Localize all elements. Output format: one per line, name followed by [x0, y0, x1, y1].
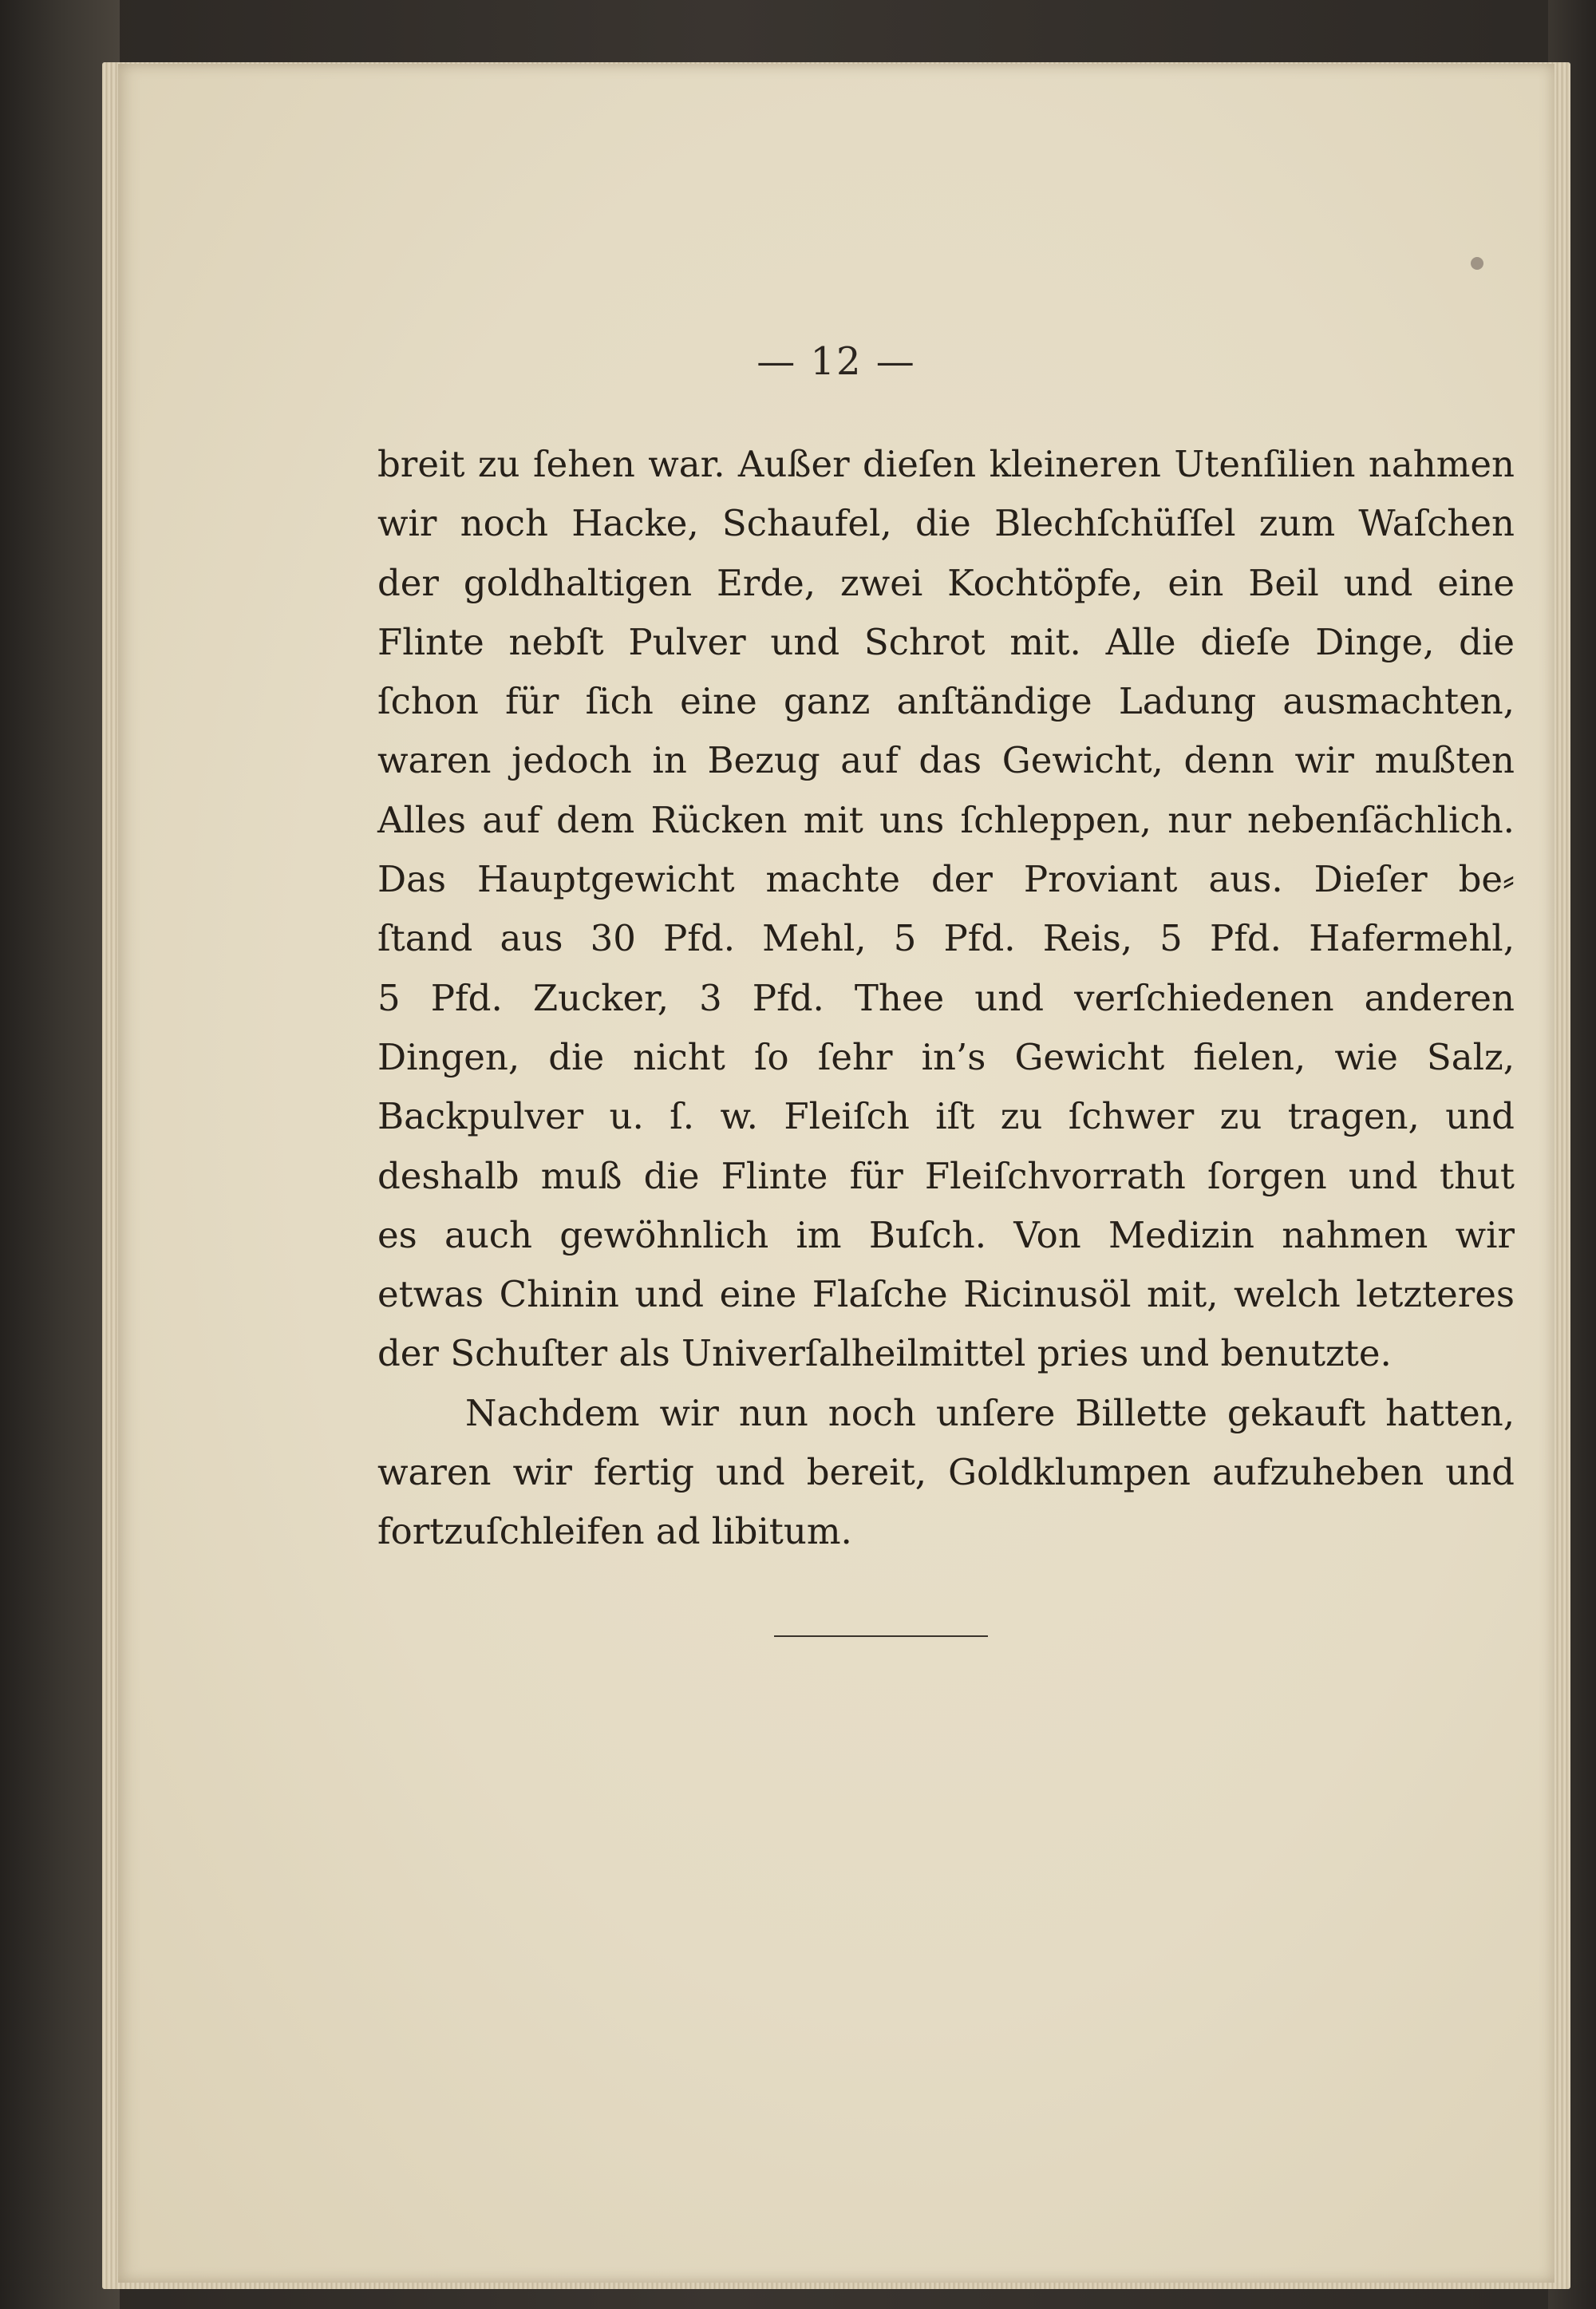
text-line: deshalb muß die Flinte für Fleiſchvorrath ſorgen und thut	[377, 1154, 1515, 1197]
text-line: Flinte nebſt Pulver und Schrot mit. Alle dieſe Dinge, die	[377, 620, 1515, 663]
text-line: etwas Chinin und eine Flaſche Ricinusöl mit, welch letzteres	[377, 1273, 1515, 1316]
text-line: Das Hauptgewicht machte der Proviant aus. Dieſer be⸗	[377, 858, 1515, 901]
section-end-rule	[774, 1635, 988, 1637]
text-line: der goldhaltigen Erde, zwei Kochtöpfe, ein Beil und eine	[377, 561, 1515, 604]
text-line: wir noch Hacke, Schaufel, die Blechſchüſſel zum Waſchen	[377, 502, 1515, 545]
ink-spot	[1471, 257, 1483, 270]
text-line: waren jedoch in Bezug auf das Gewicht, denn wir mußten	[377, 739, 1515, 782]
text-line: Backpulver u. ſ. w. Fleiſch iſt zu ſchwer zu tragen, und	[377, 1095, 1515, 1138]
paragraph-first-line: Nachdem wir nun noch unſere Billette gekauft hatten,	[465, 1391, 1515, 1434]
text-line: ſchon für ſich eine ganz anſtändige Ladung ausmachten,	[377, 680, 1515, 723]
body-text	[377, 435, 1515, 1562]
text-line: Dingen, die nicht ſo ſehr in’s Gewicht fielen, wie Salz,	[377, 1035, 1515, 1078]
text-line: der Schuſter als Univerſalheilmittel pries und benutzte.	[377, 1332, 1392, 1375]
book-page	[118, 64, 1555, 2283]
text-line: Alles auf dem Rücken mit uns ſchleppen, nur nebenſächlich.	[377, 798, 1515, 841]
text-line: breit zu ſehen war. Außer dieſen kleineren Utenſilien nahmen	[377, 443, 1515, 485]
page-number: — 12 —	[757, 339, 916, 384]
text-line: waren wir fertig und bereit, Goldklumpen aufzuheben und	[377, 1451, 1515, 1494]
text-line: fortzuſchleifen ad libitum.	[377, 1510, 852, 1553]
text-line: ſtand aus 30 Pfd. Mehl, 5 Pfd. Reis, 5 Pfd. Hafermehl,	[377, 917, 1515, 960]
text-line: es auch gewöhnlich im Buſch. Von Medizin nahmen wir	[377, 1213, 1515, 1256]
text-line: 5 Pfd. Zucker, 3 Pfd. Thee und verſchiedenen anderen	[377, 976, 1515, 1019]
